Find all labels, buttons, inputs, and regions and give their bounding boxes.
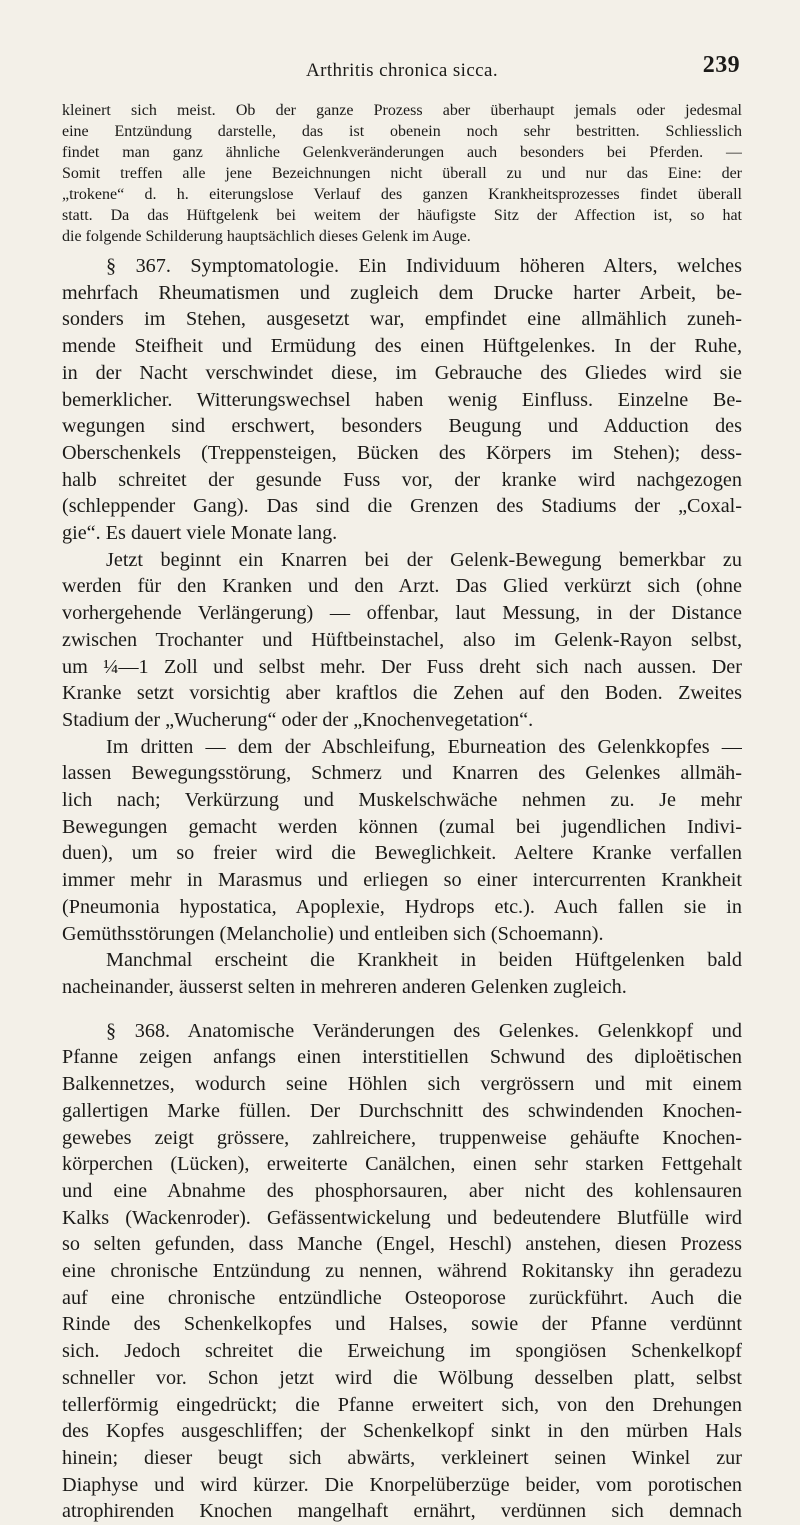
text-line: wegungen sind erschwert, besonders Beugung und Adduction des [62,415,742,438]
text-line: lich nach; Verkürzung und Muskelschwäche nehmen zu. Je mehr [62,789,742,812]
text-line: und eine Abnahme des phosphorsauren, aber nicht des kohlensauren [62,1179,742,1202]
text-line: hinein; dieser beugt sich abwärts, verkleinert seinen Winkel zur [62,1446,742,1469]
text-line: Somit treffen alle jene Bezeichnungen nicht überall zu und nur das Eine: der [62,165,742,182]
paragraph-2 [62,547,742,734]
text-line: kleinert sich meist. Ob der ganze Prozess aber überhaupt jemals oder jedesmal [62,102,742,119]
text-line: duen), um so freier wird die Beweglichkeit. Aeltere Kranke verfallen [62,842,742,865]
section-368 [62,1018,742,1525]
text-line: sonders im Stehen, ausgesetzt war, empfindet eine allmählich zuneh- [62,308,742,331]
page-number: 239 [702,52,740,78]
text-line: mehrfach Rheumatismen und zugleich dem Drucke harter Arbeit, be- [62,281,742,304]
section-367 [62,253,742,547]
intro-paragraph [62,100,742,247]
text-line: Pfanne zeigen anfangs einen interstitiellen Schwund des diploëtischen [62,1046,742,1069]
text-line: so selten gefunden, dass Manche (Engel, Heschl) anstehen, diesen Prozess [62,1233,742,1256]
text-line: Kalks (Wackenroder). Gefässentwickelung und bedeutendere Blutfülle wird [62,1206,742,1229]
text-line: halb schreitet der gesunde Fuss vor, der kranke wird nachgezogen [62,468,742,491]
text-line: mende Steifheit und Ermüdung des einen Hüftgelenkes. In der Ruhe, [62,335,742,358]
text-line: Oberschenkels (Treppensteigen, Bücken des Körpers im Stehen); dess- [62,441,742,464]
text-line: Manchmal erscheint die Krankheit in beiden Hüftgelenken bald [106,949,742,972]
text-line: statt. Da das Hüftgelenk bei weitem der häufigste Sitz der Affection ist, so hat [62,207,742,224]
text-line: Jetzt beginnt ein Knarren bei der Gelenk-Bewegung bemerkbar zu [106,548,742,571]
text-line: (schleppender Gang). Das sind die Grenzen des Stadiums der „Coxal- [62,495,742,518]
text-line: Bewegungen gemacht werden können (zumal bei jugendlichen Indivi- [62,815,742,838]
text-line: zwischen Trochanter und Hüftbeinstachel, also im Gelenk-Rayon selbst, [62,628,742,651]
text-line: sich. Jedoch schreitet die Erweichung im spongiösen Schenkelkopf [62,1340,742,1363]
paragraph-3 [62,734,742,948]
text-line: eine chronische Entzündung zu nennen, während Rokitansky ihn geradezu [62,1260,742,1283]
text-line: findet man ganz ähnliche Gelenkveränderungen auch besonders bei Pferden. — [62,144,742,161]
text-line: die folgende Schilderung hauptsächlich dieses Gelenk im Auge. [62,228,471,245]
running-title: Arthritis chronica sicca. [305,60,498,81]
text-line: atrophirenden Knochen mangelhaft ernährt, verdünnen sich demnach [62,1500,742,1523]
text-line: Kranke setzt vorsichtig aber kraftlos die Zehen auf den Boden. Zweites [62,682,742,705]
text-line: (Pneumonia hypostatica, Apoplexie, Hydrops etc.). Auch fallen sie in [62,895,742,918]
text-line: Stadium der „Wucherung“ oder der „Knochenvegetation“. [62,708,534,731]
text-line: werden für den Kranken und den Arzt. Das Glied verkürzt sich (ohne [62,575,742,598]
text-line: des Kopfes ausgeschliffen; der Schenkelkopf sinkt in den mürben Hals [62,1420,742,1443]
section-heading-line: § 367. Symptomatologie. Ein Individuum höheren Alters, welches [106,255,742,277]
text-line: bemerklicher. Witterungswechsel haben wenig Einfluss. Einzelne Be- [62,388,742,411]
text-line: gallertigen Marke füllen. Der Durchschnitt des schwindenden Knochen- [62,1099,742,1122]
text-line: gie“. Es dauert viele Monate lang. [62,522,338,545]
text-line: tellerförmig eingedrückt; die Pfanne erweitert sich, von den Drehungen [62,1393,742,1416]
text-line: „trokene“ d. h. eiterungslose Verlauf des ganzen Krankheitsprozesses findet überall [62,186,742,203]
text-line: Diaphyse und wird kürzer. Die Knorpelüberzüge beider, vom porotischen [62,1473,742,1496]
text-line: Balkennetzes, wodurch seine Höhlen sich vergrössern und mit einem [62,1073,742,1096]
text-line: Im dritten — dem der Abschleifung, Eburneation des Gelenkkopfes — [106,735,742,758]
text-line: Rinde des Schenkelkopfes und Halses, sowie der Pfanne verdünnt [62,1313,742,1336]
text-line: in der Nacht verschwindet diese, im Gebrauche des Gliedes wird sie [62,361,742,384]
text-line: nacheinander, äusserst selten in mehreren anderen Gelenken zugleich. [62,975,627,998]
text-line: Gemüthsstörungen (Melancholie) und entleiben sich (Schoemann). [62,922,604,945]
text-line: immer mehr in Marasmus und erliegen so einer intercurrenten Krankheit [62,869,742,892]
text-line: lassen Bewegungsstörung, Schmerz und Knarren des Gelenkes allmäh- [62,762,742,785]
text-line: um ¼—1 Zoll und selbst mehr. Der Fuss dreht sich nach aussen. Der [62,655,742,678]
paragraph-4 [62,947,742,1000]
text-line: körperchen (Lücken), erweiterte Canälchen, einen sehr starken Fettgehalt [62,1153,742,1176]
text-line: eine Entzündung darstelle, das ist obenein noch sehr bestritten. Schliesslich [62,123,742,140]
section-heading-line: § 368. Anatomische Veränderungen des Gelenkes. Gelenkkopf und [106,1019,742,1042]
text-line: gewebes zeigt grössere, zahlreichere, truppenweise gehäufte Knochen- [62,1126,742,1149]
text-line: schneller vor. Schon jetzt wird die Wölbung desselben platt, selbst [62,1366,742,1389]
text-line: auf eine chronische entzündliche Osteoporose zurückführt. Auch die [62,1286,742,1309]
text-line: vorhergehende Verlängerung) — offenbar, laut Messung, in der Distance [62,602,742,625]
running-head [62,52,742,86]
